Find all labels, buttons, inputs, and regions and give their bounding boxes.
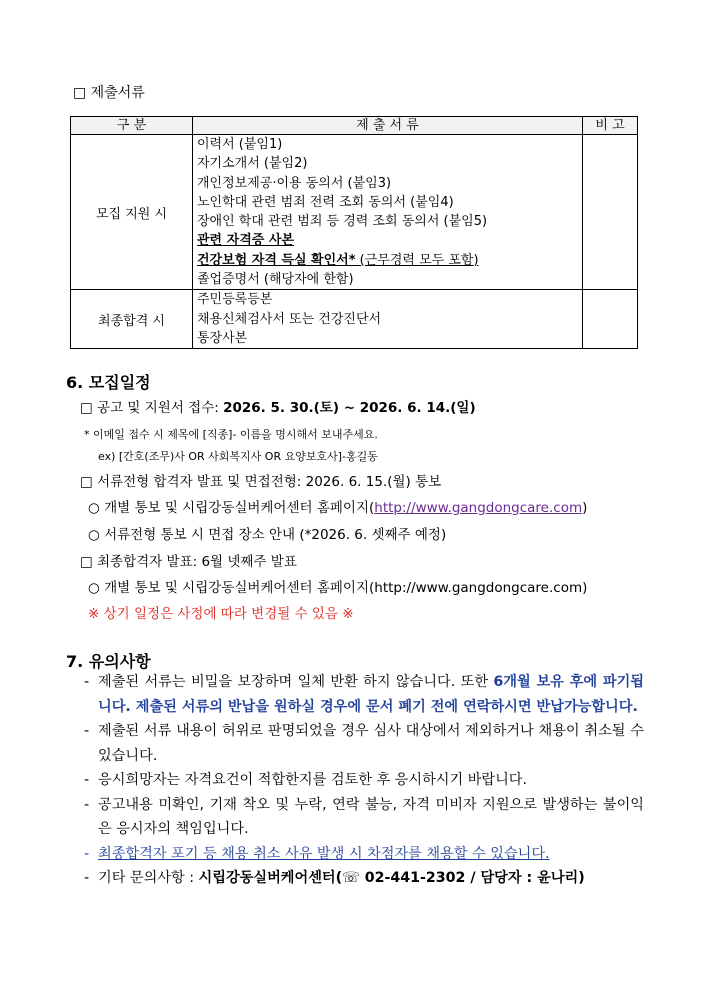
table-row-application bbox=[71, 135, 638, 290]
dash-marker: - bbox=[84, 772, 90, 788]
doc-item-health-insurance bbox=[197, 251, 582, 270]
note-item bbox=[84, 670, 644, 719]
schedule-notice bbox=[80, 396, 476, 416]
notice-label: □ 공고 및 지원서 접수: bbox=[80, 400, 224, 416]
header-documents: 제 출 서 류 bbox=[193, 117, 583, 135]
note-text: 제출된 서류 내용이 허위로 판명되었을 경우 심사 대상에서 제외하거나 채용이 취소될 수 있습니다. bbox=[98, 723, 644, 764]
submission-docs-table bbox=[70, 116, 638, 349]
health-insurance-label: 건강보험 자격 득실 확인서* bbox=[197, 252, 356, 268]
header-category: 구 분 bbox=[71, 117, 193, 135]
contact-label: 기타 문의사항 : bbox=[98, 870, 199, 886]
notes-list bbox=[84, 670, 644, 891]
category-final: 최종합격 시 bbox=[71, 290, 193, 349]
notify-text: ○ 개별 통보 및 시립강동실버케어센터 홈페이지( bbox=[88, 500, 375, 516]
doc-item: 장애인 학대 관련 범죄 등 경력 조회 동의서 (붙임5) bbox=[197, 214, 488, 230]
change-note: ※ 상기 일정은 사정에 따라 변경될 수 있음 ※ bbox=[88, 606, 354, 622]
table-row-final bbox=[71, 290, 638, 349]
phone-icon: ☏ bbox=[342, 870, 360, 886]
final-notify: ○ 개별 통보 및 시립강동실버케어센터 홈페이지(http://www.gangdongcare.com) bbox=[88, 580, 588, 596]
homepage-link[interactable]: http://www.gangdongcare.com bbox=[374, 500, 583, 516]
doc-item: 통장사본 bbox=[197, 330, 248, 346]
note-emphasis: 6개월 보유 후에 파기됩니다. 제출된 서류의 반납을 원하실 경우에 문서 폐기 전에 연락하시면 반납가능합니다. bbox=[98, 674, 644, 715]
final-announce: □ 최종합격자 발표: 6월 넷째주 발표 bbox=[80, 554, 297, 570]
doc-item: 채용신체검사서 또는 건강진단서 bbox=[197, 311, 382, 327]
remarks-application bbox=[583, 135, 638, 290]
table-header-row bbox=[71, 117, 638, 135]
note-item bbox=[84, 842, 644, 867]
doc-item-certificate: 관련 자격증 사본 bbox=[197, 233, 294, 249]
doc-item: 개인정보제공·이용 동의서 (붙임3) bbox=[197, 175, 392, 191]
email-example: ex) [간호(조무)사 OR 사회복지사 OR 요양보호사]-홍길동 bbox=[98, 450, 378, 463]
dash-marker: - bbox=[84, 870, 90, 886]
doc-screening: □ 서류전형 합격자 발표 및 면접전형: 2026. 6. 15.(월) 통보 bbox=[80, 474, 442, 490]
note-text: 공고내용 미확인, 기재 착오 및 누락, 연락 불능, 자격 미비자 지원으로 발생하는 불이익은 응시자의 책임입니다. bbox=[98, 796, 644, 837]
email-note: * 이메일 접수 시 제목에 [직종]- 이름을 명시해서 보내주세요. bbox=[84, 428, 378, 441]
dash-marker: - bbox=[84, 674, 90, 690]
dash-marker: - bbox=[84, 796, 90, 813]
note-item bbox=[84, 768, 644, 793]
contact-center: 시립강동실버케어센터( bbox=[198, 870, 343, 886]
category-application: 모집 지원 시 bbox=[71, 135, 193, 290]
dash-marker: - bbox=[84, 723, 90, 739]
header-remarks: 비 고 bbox=[583, 117, 638, 135]
notice-dates: 2026. 5. 30.(토) ~ 2026. 6. 14.(일) bbox=[223, 400, 476, 416]
contact-phone: 02-441-2302 / 담당자 : 윤나리) bbox=[359, 870, 585, 886]
health-insurance-note: (근무경력 모두 포함) bbox=[355, 252, 479, 268]
submission-docs-heading: □ 제출서류 bbox=[73, 85, 145, 101]
doc-item: 주민등록등본 bbox=[197, 292, 273, 308]
note-item-contact bbox=[84, 866, 644, 891]
remarks-final bbox=[583, 290, 638, 349]
doc-item: 이력서 (붙임1) bbox=[197, 137, 283, 152]
note-text: 최종합격자 포기 등 채용 취소 사유 발생 시 차점자를 채용할 수 있습니다. bbox=[98, 845, 550, 862]
dash-marker: - bbox=[84, 845, 90, 862]
schedule-heading: 6. 모집일정 bbox=[66, 373, 151, 392]
interview-info: ○ 서류전형 통보 시 면접 장소 안내 (*2026. 6. 셋째주 예정) bbox=[88, 527, 447, 543]
notes-heading: 7. 유의사항 bbox=[66, 652, 151, 671]
note-text: 응시희망자는 자격요건이 적합한지를 검토한 후 응시하시기 바랍니다. bbox=[98, 772, 528, 788]
doc-item: 노인학대 관련 범죄 전력 조회 동의서 (붙임4) bbox=[197, 194, 454, 210]
notify-close: ) bbox=[582, 500, 588, 516]
notify-line bbox=[88, 496, 587, 516]
note-item bbox=[84, 793, 644, 842]
note-item bbox=[84, 719, 644, 768]
note-text: 제출된 서류는 비밀을 보장하며 일체 반환 하지 않습니다. 또한 bbox=[98, 674, 494, 690]
documents-final bbox=[193, 290, 583, 349]
doc-item-diploma: 졸업증명서 (해당자에 한함) bbox=[197, 272, 354, 288]
documents-application bbox=[193, 135, 583, 290]
doc-item: 자기소개서 (붙임2) bbox=[197, 156, 308, 172]
